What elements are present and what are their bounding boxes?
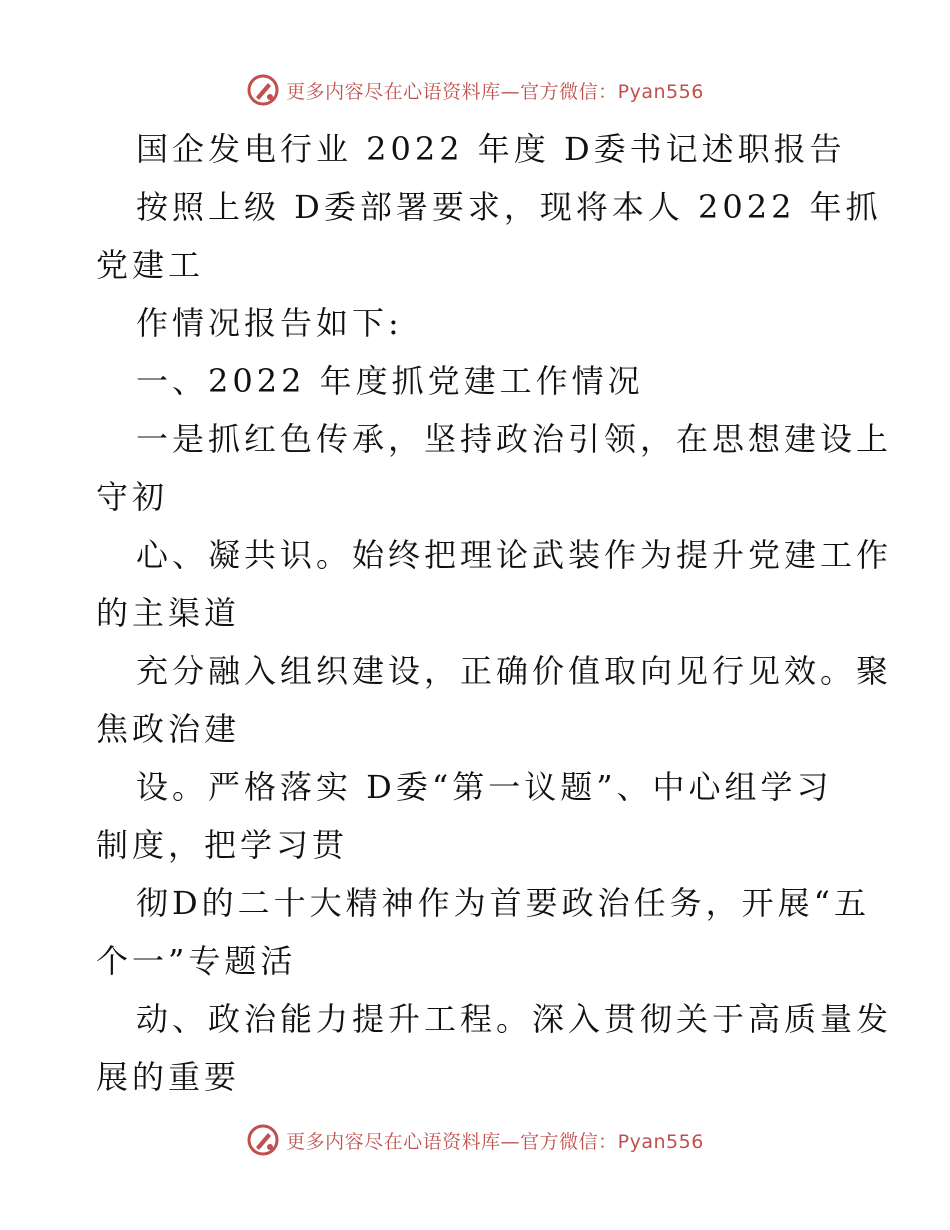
document-line: 制度，把学习贯 [96, 826, 349, 864]
document-line: 设。严格落实 D委“第一议题”、中心组学习 [136, 768, 833, 806]
document-line: 一是抓红色传承，坚持政治引领，在思想建设上 [136, 420, 893, 458]
logo-icon [246, 1123, 280, 1157]
document-line: 心、凝共识。始终把理论武装作为提升党建工作 [136, 536, 893, 574]
document-line: 党建工 [96, 246, 205, 284]
watermark-text: 更多内容尽在心语资料库—官方微信：Pyan556 [286, 1130, 704, 1153]
document-line: 的主渠道 [96, 594, 241, 632]
document-line: 个一”专题活 [96, 942, 297, 980]
header-watermark-banner [0, 70, 950, 110]
document-line: 展的重要 [96, 1058, 241, 1096]
document-body [96, 120, 893, 1106]
logo-icon [246, 73, 280, 107]
document-line: 动、政治能力提升工程。深入贯彻关于高质量发 [136, 1000, 893, 1038]
document-line: 充分融入组织建设，正确价值取向见行见效。聚 [136, 652, 893, 690]
document-line: 彻D的二十大精神作为首要政治任务，开展“五 [136, 884, 871, 922]
watermark-text: 更多内容尽在心语资料库—官方微信：Pyan556 [286, 80, 704, 103]
document-line: 焦政治建 [96, 710, 241, 748]
document-line: 作情况报告如下: [136, 304, 403, 342]
document-line: 守初 [96, 478, 169, 516]
document-line: 一、2022 年度抓党建工作情况 [136, 362, 644, 400]
document-line: 国企发电行业 2022 年度 D委书记述职报告 [136, 130, 846, 168]
footer-watermark-banner [0, 1120, 950, 1160]
document-line: 按照上级 D委部署要求，现将本人 2022 年抓 [136, 188, 882, 226]
